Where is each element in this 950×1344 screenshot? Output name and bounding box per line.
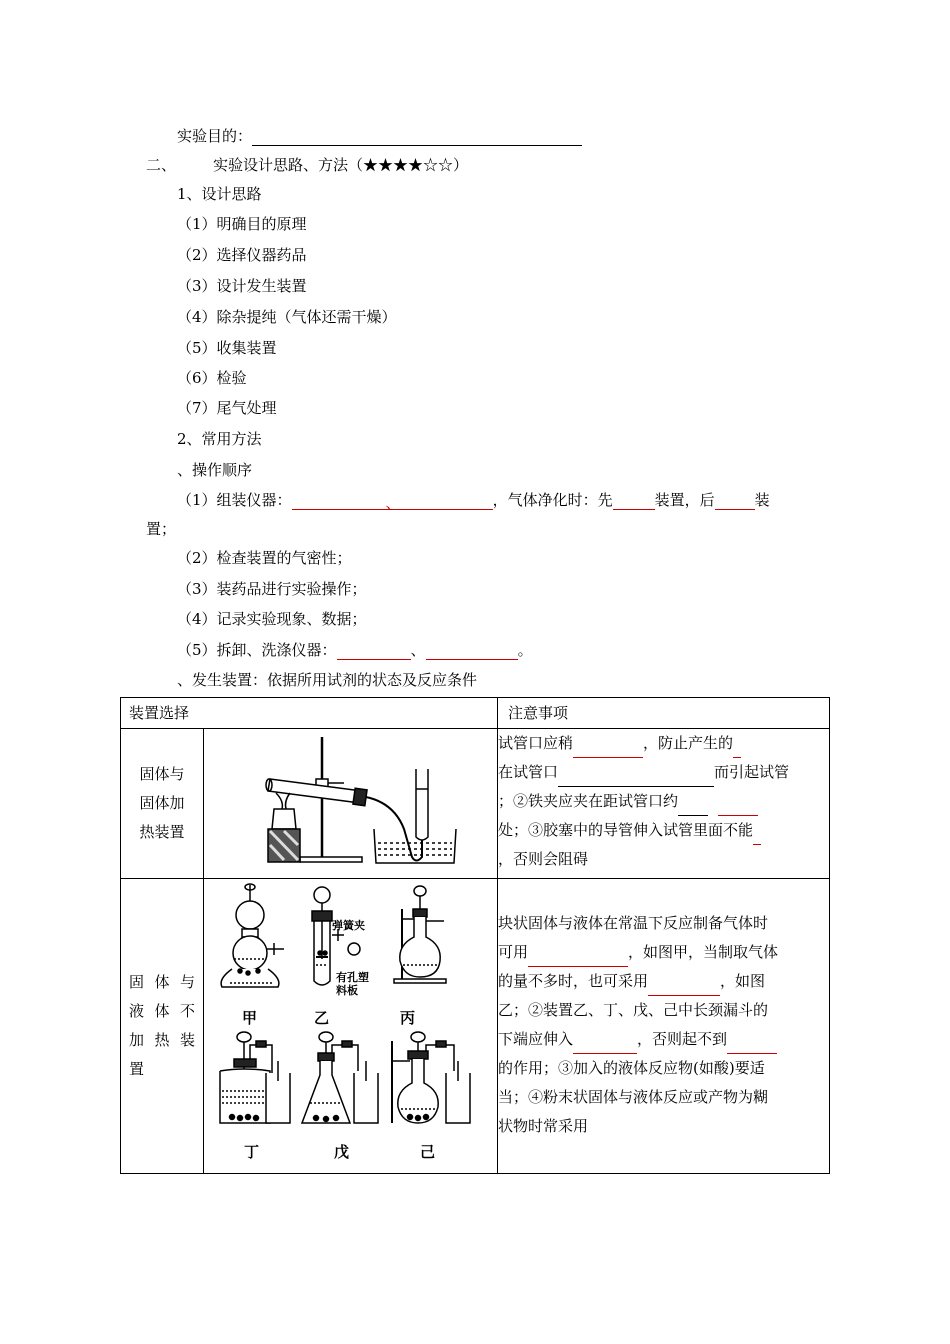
row2-note-line: 块状固体与液体在常温下反应制备气体时 [498,914,769,932]
gen-heading: 、发生装置：依据所用试剂的状态及反应条件 [177,671,478,689]
row2-note-line: 状物时常采用 [498,1117,589,1135]
op5-line [177,640,533,660]
note-text: 试管口应稍 [498,734,574,752]
row1-label-line: 热装置 [139,823,185,841]
row2-blank-1[interactable] [528,950,628,967]
design-item: （1）明确目的原理 [177,215,307,233]
row1-note-line [498,729,829,758]
op5-label: （5）拆卸、洗涤仪器： [177,641,337,659]
row2-label-line: 液体不 [129,1002,195,1020]
row2-blank-2[interactable] [648,979,720,996]
row1-label-line: 固体与 [139,765,185,783]
row2-label-line: 加热装 [129,1031,195,1049]
section2-title: 实验设计思路、方法（★★★★☆☆） [213,156,469,174]
op1-blank-3[interactable] [613,493,655,510]
apparatus-table [120,697,830,1174]
caption-wu: 戊 [334,1143,350,1161]
row1-blank-6[interactable] [753,828,761,845]
row1-label-cell [121,729,204,879]
op5-blank-2[interactable] [426,643,518,660]
op3: （3）装药品进行实验操作； [177,580,367,598]
row1-label-line: 固体加 [139,794,185,812]
design-item: （5）收集装置 [177,339,277,357]
test-tube [268,779,362,803]
row1-note-line [498,787,829,816]
caption-ji: 己 [420,1143,436,1161]
op1-text-b: ，气体净化时：先 [492,491,613,509]
row2-label-line: 固体与 [129,973,195,991]
note-text: 下端应伸入 [498,1030,574,1048]
op1-continuation: 置； [146,520,177,538]
stand-base [300,857,362,862]
op1-blank-2[interactable] [401,493,493,510]
table-head-left-text: 装置选择 [129,704,190,722]
note-text: ；②铁夹应夹在距试管口约 [498,792,679,810]
caption-jia: 甲 [242,1009,258,1027]
note-text: 处；③胶塞中的导管伸入试管里面不能 [498,821,754,839]
purpose-line [177,126,582,146]
op5-end: 。 [517,641,533,659]
row1-figure-cell [204,729,498,879]
op1-text-d: 装 [754,491,770,509]
note-text: 在试管口 [498,763,559,781]
row2-notes-cell [498,879,830,1174]
row1-blank-1[interactable] [573,741,643,758]
note-text: ，否则起不到 [637,1030,728,1048]
row1-note-line [498,845,829,874]
section2-num: 二、 [146,156,177,174]
caption-bing: 丙 [400,1009,416,1027]
op1-blank-1[interactable] [292,493,386,510]
op1-label: （1）组装仪器： [177,491,292,509]
row1-note-line [498,816,829,845]
row1-blank-5[interactable] [718,799,758,816]
purpose-blank[interactable] [252,129,582,146]
row2-label-line: 置 [129,1060,145,1078]
row2-label [129,968,195,1084]
purpose-label: 实验目的： [177,127,253,145]
caption-ding: 丁 [244,1143,260,1161]
design-item: （4）除杂提纯（气体还需干燥） [177,308,397,326]
note-text: ，如图 [720,972,766,990]
solid-heating-apparatus-figure [204,729,497,874]
table-head-right [498,698,830,729]
op4: （4）记录实验现象、数据； [177,610,367,628]
op1-sep: 、 [385,494,401,512]
op5-sep: 、 [410,641,426,659]
note-text: ，否则会阻碍 [498,850,589,868]
spring-clamp-tag: 弹簧夹 [332,919,365,932]
note-text: ，如图甲，当制取气体 [628,943,779,961]
op2: （2）检查装置的气密性； [177,549,352,567]
design-item: （6）检验 [177,369,247,387]
op1-text-c: 装置，后 [654,491,715,509]
row1-notes-cell [498,729,830,879]
tag-line: 有孔塑 [336,971,369,984]
note-text: ，防止产生的 [643,734,734,752]
design-item: （3）设计发生装置 [177,277,307,295]
row2-note-line: 乙；②装置乙、丁、戊、己中长颈漏斗的 [498,1001,769,1019]
row2-note-line [498,1025,829,1054]
op5-blank-1[interactable] [337,643,411,660]
design-heading: 1、设计思路 [177,185,262,203]
op1-line [177,490,770,510]
note-text: 的量不多时，也可采用 [498,972,649,990]
design-item: （2）选择仪器药品 [177,246,307,264]
caption-yi: 乙 [314,1009,330,1027]
perforated-plate-tag [336,971,369,997]
note-text: 可用 [498,943,529,961]
design-item: （7）尾气处理 [177,399,277,417]
note-text: 而引起试管 [714,763,790,781]
tag-line: 料板 [336,984,358,997]
row1-label [121,760,203,847]
order-heading: 、操作顺序 [177,461,253,479]
row1-note-line [498,758,829,787]
row2-note-line: 的作用；③加入的液体反应物(如酸)要适 [498,1059,765,1077]
op1-blank-4[interactable] [715,493,755,510]
row2-note-line: 当；④粉末状固体与液体反应或产物为糊 [498,1088,769,1106]
row1-blank-4[interactable] [678,799,708,816]
row1-blank-2[interactable] [733,741,741,758]
methods-heading: 2、常用方法 [177,430,262,448]
row2-figure-cell [204,879,498,1174]
table-head-left [121,698,498,729]
row2-note-line [498,938,829,967]
table-head-right-text: 注意事项 [508,704,569,722]
row2-label-cell [121,879,204,1174]
row2-blank-3[interactable] [573,1037,637,1054]
row2-note-line [498,967,829,996]
row2-blank-4[interactable] [727,1037,777,1054]
row1-blank-3[interactable] [558,770,714,787]
